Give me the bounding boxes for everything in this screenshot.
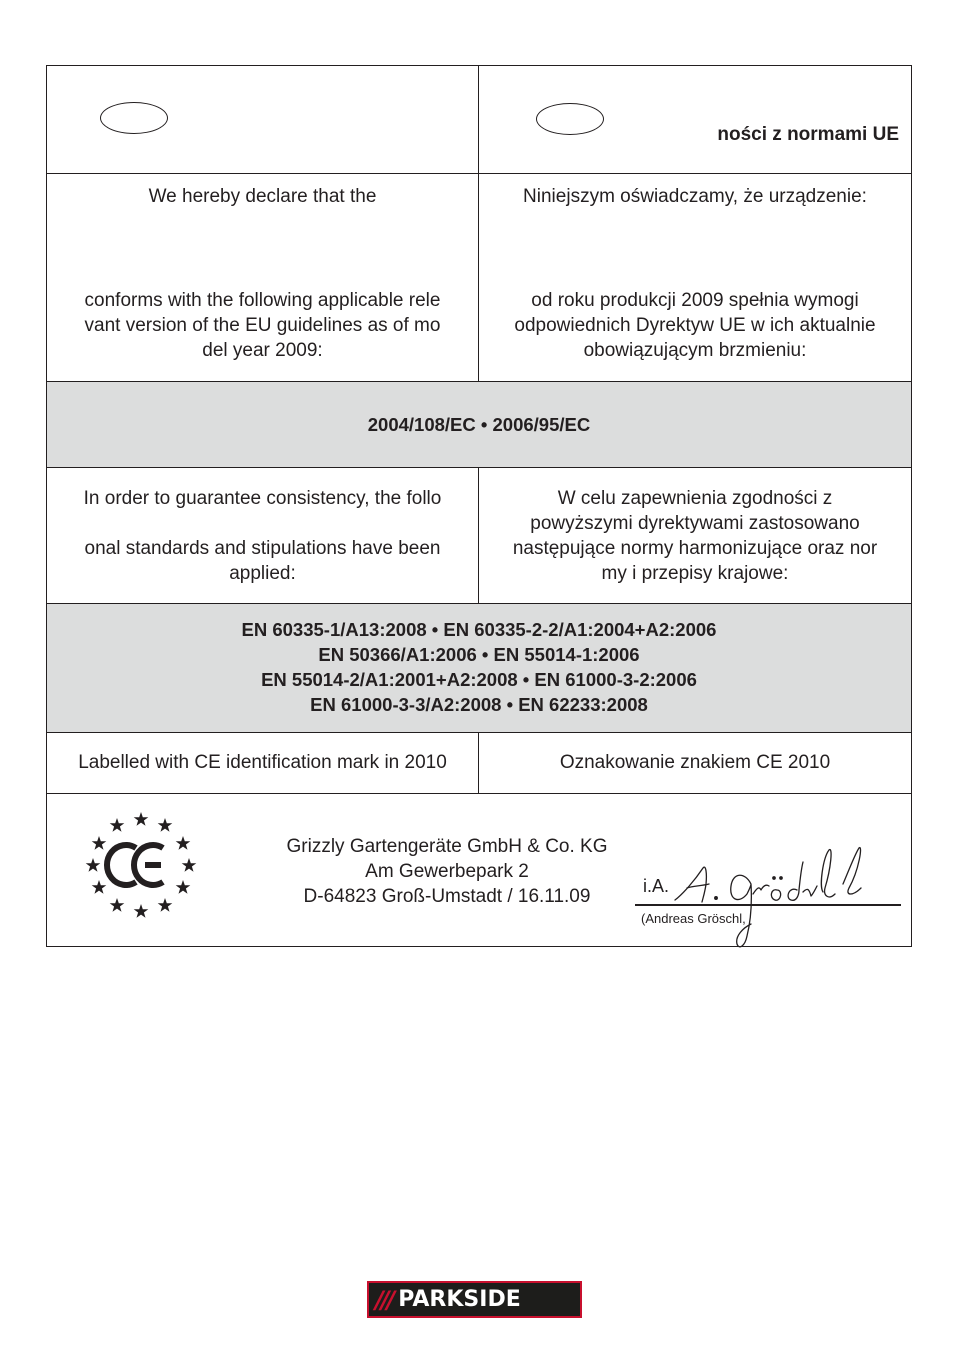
declaration-table [46,65,912,947]
standards-intro-cell-left [47,468,479,603]
ce-label-cell-right [479,733,911,793]
standard-line: EN 55014-2/A1:2001+A2:2008 • EN 61000-3-2:2006 [261,669,697,690]
declaration-cell-right [479,174,911,381]
header-cell-left [47,66,479,173]
ce-star-icon [92,836,107,850]
ce-star-icon [182,858,197,872]
ce-label-row [47,733,911,794]
ce-label-right: Oznakowanie znakiem CE 2010 [559,752,831,773]
signature-line [635,904,901,906]
ce-label-left: Labelled with CE identification mark in 2010 [78,752,447,773]
declaration-row [47,174,911,382]
ce-star-icon [176,880,191,894]
standards-intro-left-line1: In order to guarantee consistency, the follo [83,488,442,509]
header-cell-right [479,66,911,173]
header-row [47,66,911,174]
signer-name: (Andreas Gröschl, [641,911,746,926]
declaration-intro-left: We hereby declare that the [148,186,377,207]
ce-star-icon [92,880,107,894]
directives-row [47,382,911,468]
declaration-conforms-left: conforms with the following applicable rele vant version of the EU guidelines as of mo del year 2009: [84,290,441,361]
standard-line: EN 60335-1/A13:2008 • EN 60335-2-2/A1:2004+A2:2006 [241,619,717,640]
handwritten-signature [673,844,903,956]
ce-star-icon [158,818,173,832]
ce-star-icon [110,898,125,912]
standards-intro-row [47,468,911,604]
company-city-date: D-64823 Groß-Umstadt / 16.11.09 [303,886,591,907]
company-street: Am Gewerbepark 2 [365,861,529,882]
parkside-logo-inner [369,1283,580,1316]
company-name: Grizzly Gartengeräte GmbH & Co. KG [286,836,608,857]
declaration-conforms-right: od roku produkcji 2009 spełnia wymogi odpowiednich Dyrektyw UE w ich aktualnie obowiązującym brzmieniu: [514,290,876,361]
signature-prefix: i.A. [643,876,670,896]
declaration-intro-right: Niniejszym oświadczamy, że urządzenie: [523,186,867,207]
ce-star-icon [110,818,125,832]
ce-star-icon [176,836,191,850]
ce-label-cell-left [47,733,479,793]
parkside-logo [367,1281,582,1318]
ce-star-icon [158,898,173,912]
ce-star-icon [86,858,101,872]
ce-star-icon [134,812,149,826]
ce-star-icon [134,904,149,918]
declaration-cell-left [47,174,479,381]
language-oval-right [536,103,604,135]
standard-line: EN 61000-3-3/A2:2008 • EN 62233:2008 [310,694,648,715]
logo-slashes: /// [375,1285,393,1314]
header-title-right: ności z normami UE [717,124,899,145]
standards-intro-right: W celu zapewnienia zgodności z powyższymi dyrektywami zastosowano następujące normy harmonizujące oraz nor my i przepisy krajowe: [512,488,878,584]
standards-row [47,604,911,733]
ce-mark-icon [81,810,201,920]
company-row [47,794,911,946]
language-oval-left [100,102,168,134]
standard-line: EN 50366/A1:2006 • EN 55014-1:2006 [318,644,640,665]
standards-intro-left-line2: onal standards and stipulations have been applied: [84,538,441,584]
logo-brand-name: PARKSIDE [398,1287,521,1312]
standards-intro-cell-right [479,468,911,603]
directives-text: 2004/108/EC • 2006/95/EC [367,414,591,435]
